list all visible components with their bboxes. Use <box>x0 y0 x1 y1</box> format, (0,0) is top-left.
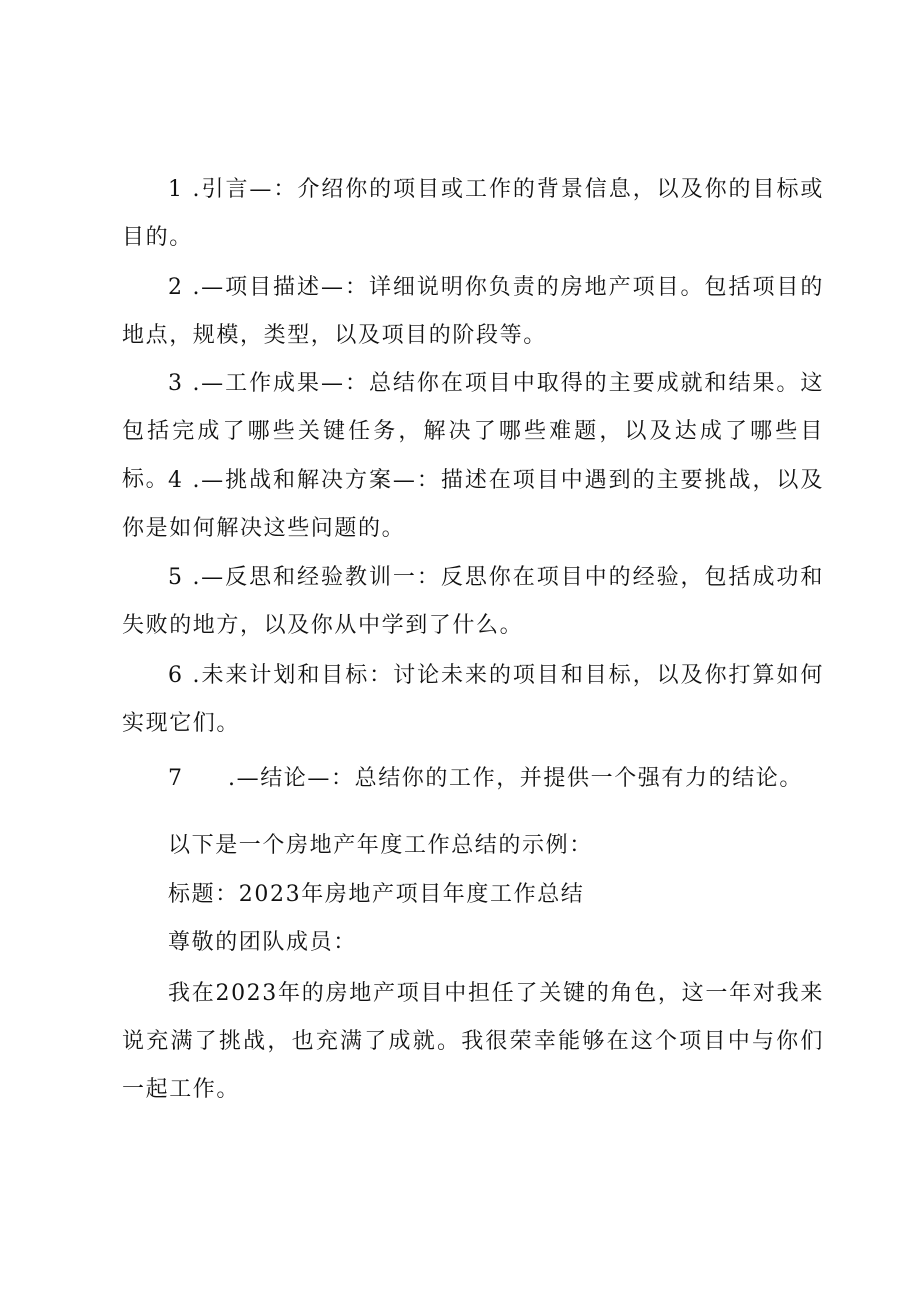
outline-item-4: 4 .—挑战和解决方案—：描述在项目中遇到的主要挑战，以及你是如何解决这些问题的。 <box>122 468 824 541</box>
outline-item-7-text: .—结论—：总结你的工作，并提供一个强有力的结论。 <box>228 766 803 791</box>
outline-item-7-number: 7 <box>168 766 184 791</box>
outline-item-1: 1 .引言—：介绍你的项目或工作的背景信息，以及你的目标或目的。 <box>122 177 824 250</box>
outline-item-5: 5 .—反思和经验教训一：反思你在项目中的经验，包括成功和失败的地方，以及你从中学到了什么。 <box>122 565 824 638</box>
example-intro: 以下是一个房地产年度工作总结的示例： <box>168 833 593 858</box>
example-paragraph-1: 我在2023年的房地产项目中担任了关键的角色，这一年对我来说充满了挑战，也充满了成就。我很荣幸能够在这个项目中与你们一起工作。 <box>122 981 824 1102</box>
example-title: 标题：2023年房地产项目年度工作总结 <box>168 882 585 907</box>
example-salutation: 尊敬的团队成员： <box>168 930 357 955</box>
outline-item-6: 6 .未来计划和目标：讨论未来的项目和目标，以及你打算如何实现它们。 <box>122 663 824 736</box>
outline-item-2: 2 .—项目描述—：详细说明你负责的房地产项目。包括项目的地点，规模，类型，以及项目的阶段等。 <box>122 275 824 348</box>
outline-item-3: 3 .—工作成果—：总结你在项目中取得的主要成就和结果。这包括完成了哪些关键任务，解决了哪些难题，以及达成了哪些目标。 <box>122 371 824 492</box>
outline-item-7 <box>168 755 803 803</box>
